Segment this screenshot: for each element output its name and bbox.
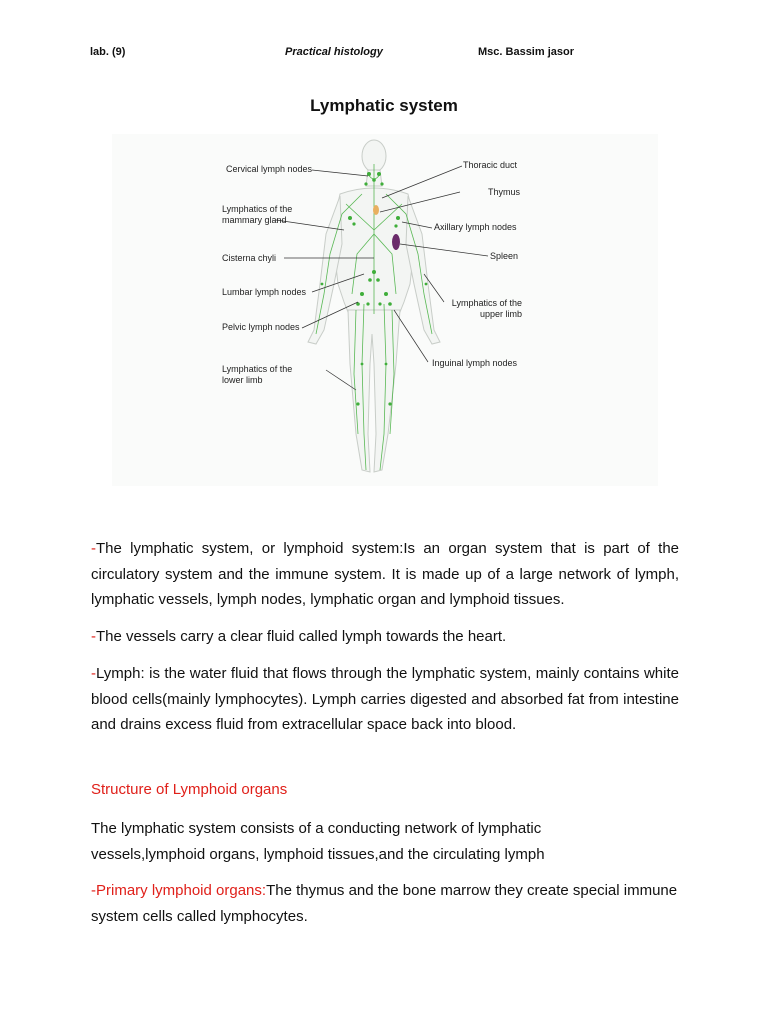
label-thymus: Thymus bbox=[488, 187, 521, 197]
label-pelvic-lymph-nodes: Pelvic lymph nodes bbox=[222, 322, 300, 332]
dash-marker: - bbox=[91, 665, 96, 682]
course-title: Practical histology bbox=[285, 46, 383, 58]
label-lower-limb-line2: lower limb bbox=[222, 375, 263, 385]
label-mammary-line2: mammary gland bbox=[222, 215, 287, 225]
label-spleen: Spleen bbox=[490, 251, 519, 261]
label-upper-limb-line2: upper limb bbox=[479, 309, 522, 319]
spleen-mark bbox=[392, 234, 400, 250]
label-axillary-lymph-nodes: Axillary lymph nodes bbox=[434, 222, 517, 232]
label-mammary-line1: Lymphatics of the bbox=[222, 204, 293, 214]
label-thoracic-duct: Thoracic duct bbox=[463, 160, 518, 170]
primary-organs-text: The thymus and the bone marrow they create special immune system cells called lymphocytes. bbox=[91, 882, 678, 925]
label-upper-limb-line1: Lymphatics of the bbox=[451, 298, 522, 308]
vessels-text: The vessels carry a clear fluid called lymph towards the heart. bbox=[96, 628, 507, 645]
paragraph-structure: The lymphatic system consists of a conducting network of lymphatic vessels,lymphoid organs, lymphoid tissues,and the circulating lymph bbox=[91, 820, 545, 863]
label-cisterna-chyli: Cisterna chyli bbox=[222, 253, 277, 263]
label-lower-limb-line1: Lymphatics of the bbox=[222, 364, 293, 374]
page-header bbox=[90, 46, 610, 62]
label-inguinal-lymph-nodes: Inguinal lymph nodes bbox=[432, 358, 518, 368]
section-heading: Structure of Lymphoid organs bbox=[91, 781, 288, 798]
label-cervical-lymph-nodes: Cervical lymph nodes bbox=[225, 164, 312, 174]
paragraph-lymph bbox=[91, 661, 679, 738]
dash-marker: - bbox=[91, 540, 96, 557]
label-lumbar-lymph-nodes: Lumbar lymph nodes bbox=[222, 287, 307, 297]
body-illustration bbox=[112, 134, 658, 486]
paragraph-primary-organs bbox=[91, 878, 691, 929]
paragraph-vessels bbox=[91, 624, 679, 650]
primary-organs-label: -Primary lymphoid organs: bbox=[91, 882, 267, 899]
dash-marker: - bbox=[91, 628, 96, 645]
lymphatic-system-figure bbox=[112, 134, 658, 486]
paragraph-definition bbox=[91, 536, 679, 613]
lab-number: lab. (9) bbox=[90, 46, 126, 58]
thymus-mark bbox=[373, 205, 379, 215]
lymph-text: Lymph: is the water fluid that flows through the lymphatic system, mainly contains white blood cells(mainly lymphocytes). Lymph carries digested and absorbed fat from intestine and drains excess fluid from extracellular space back into blood. bbox=[91, 665, 679, 733]
author-name: Msc. Bassim jasor bbox=[478, 46, 574, 58]
definition-text: The lymphatic system, or lymphoid system:Is an organ system that is part of the circulatory system and the immune system. It is made up of a large network of lymph, lymphatic vessels, lymph nodes, lymphatic organ and lymphoid tissues. bbox=[91, 540, 679, 608]
page-title: Lymphatic system bbox=[310, 96, 458, 115]
